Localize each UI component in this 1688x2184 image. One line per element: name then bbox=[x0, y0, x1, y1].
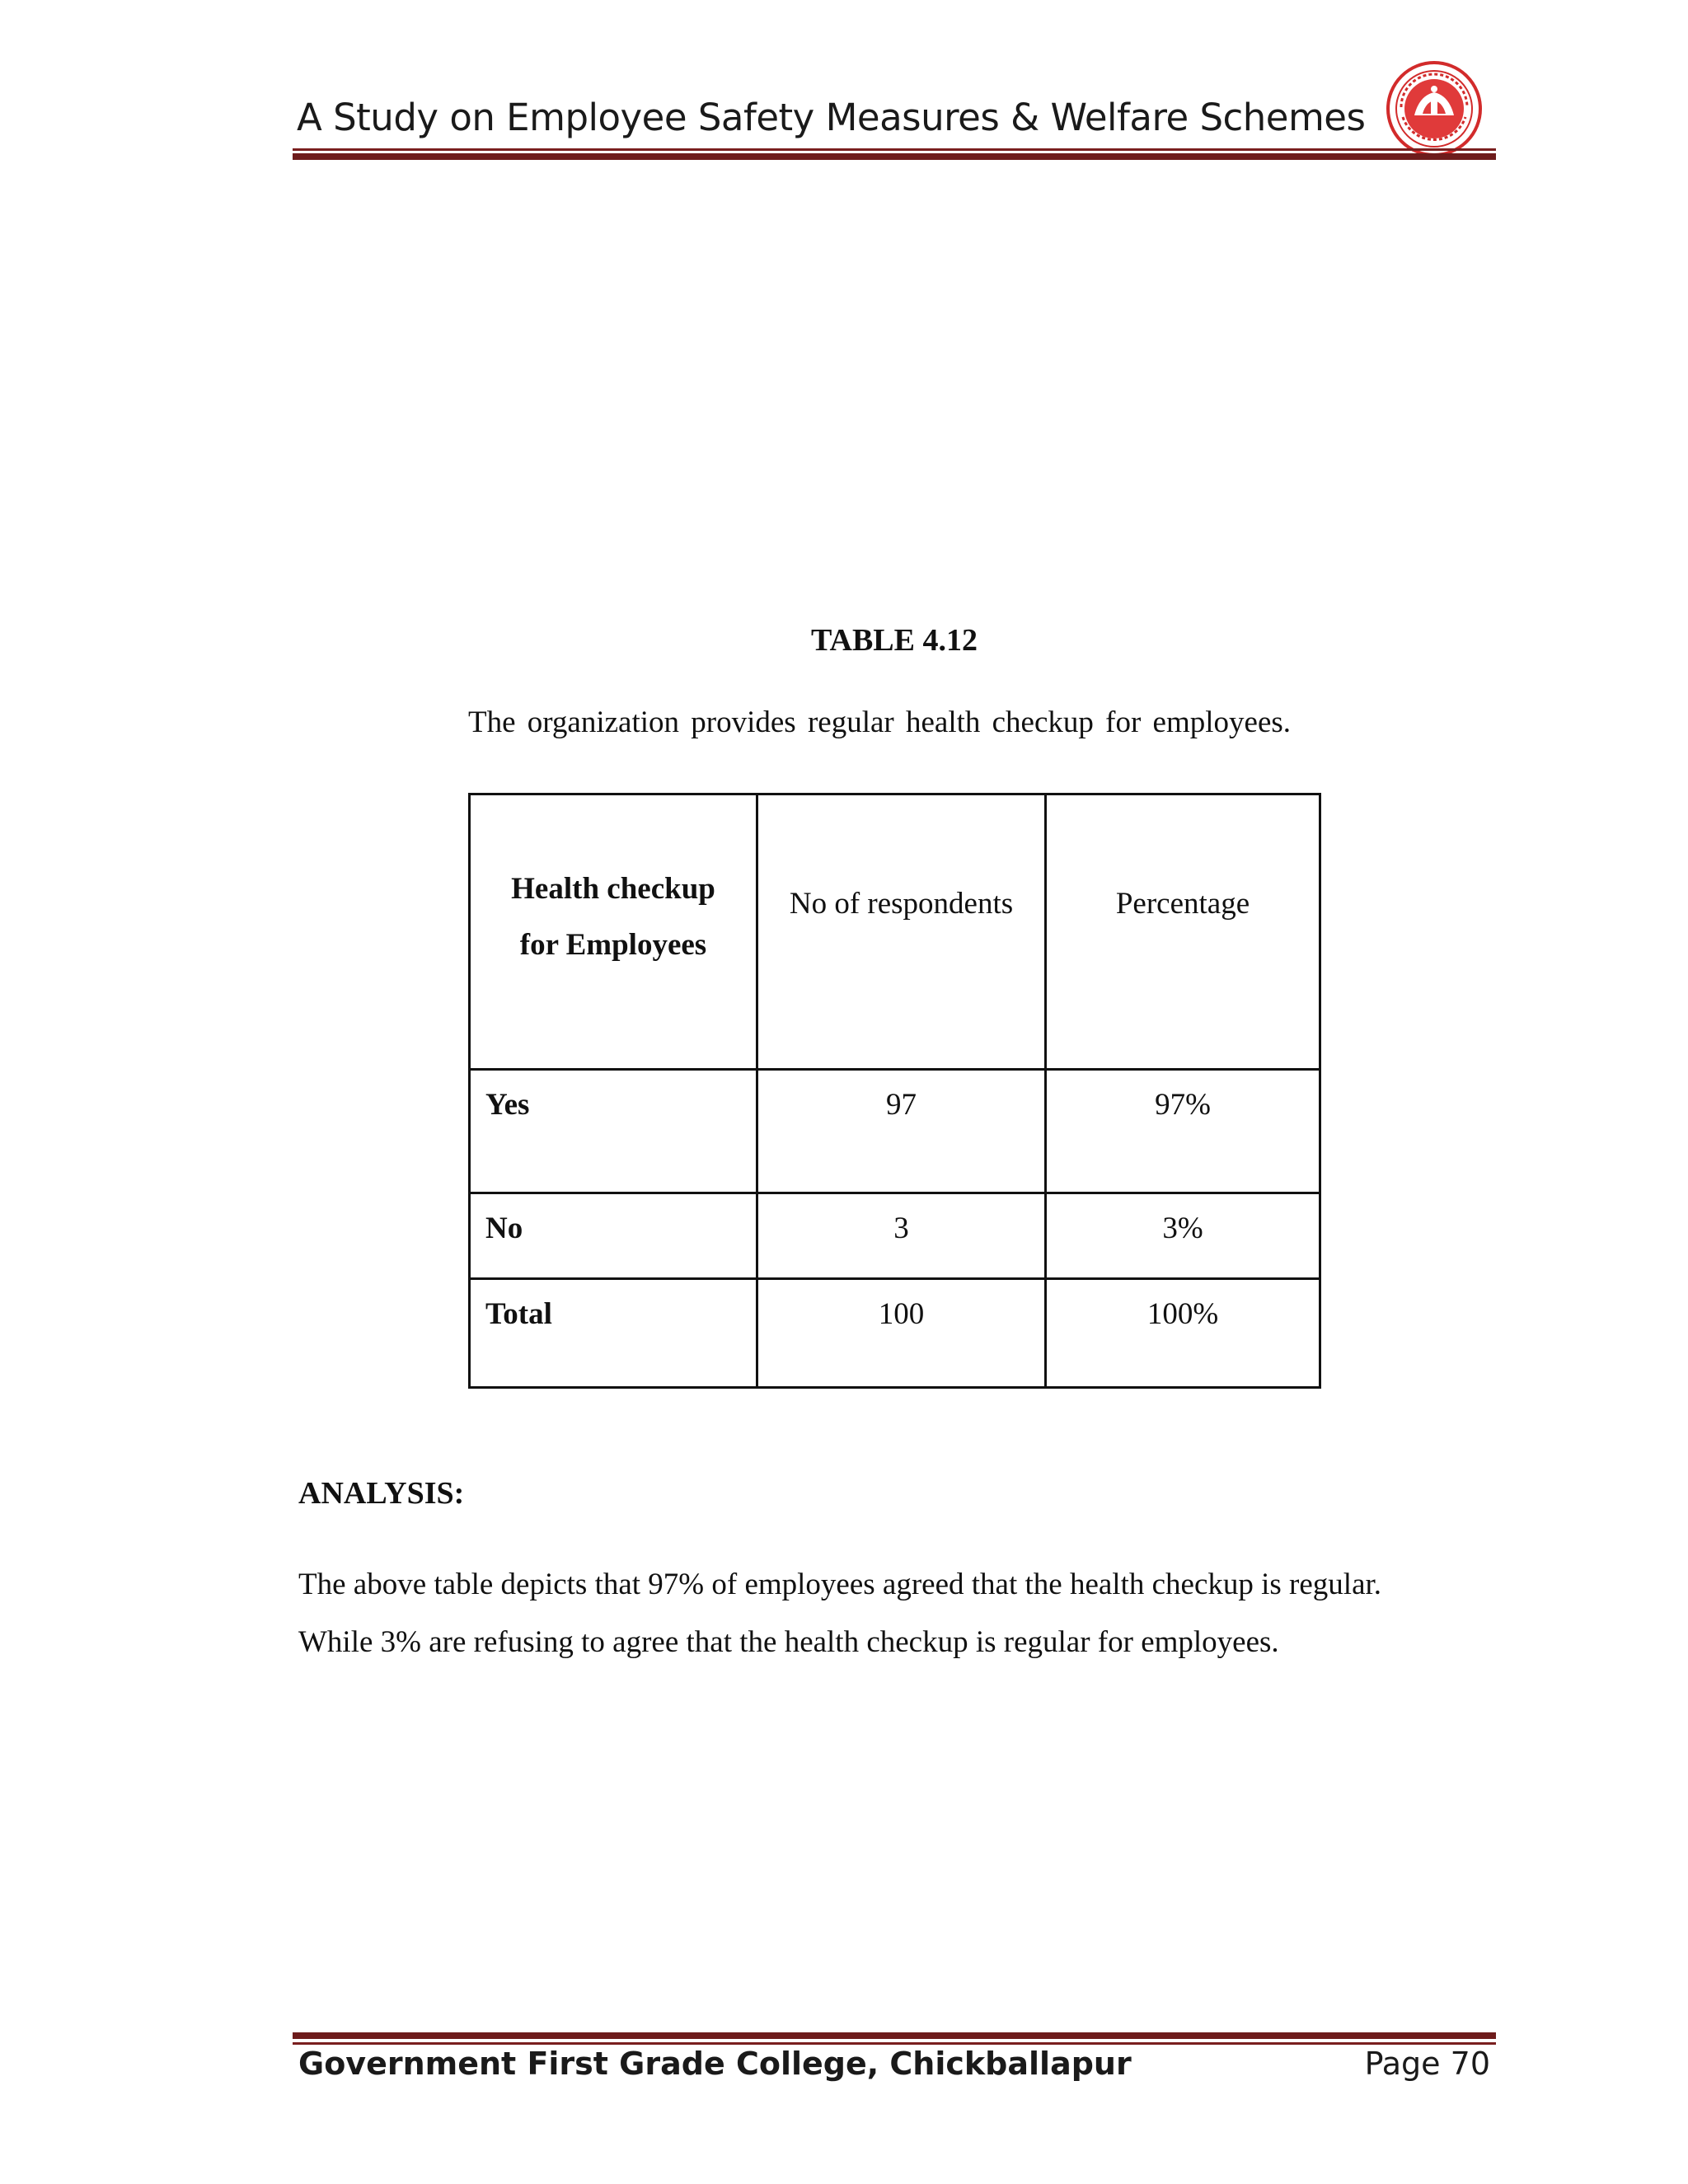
table-row bbox=[470, 1070, 1320, 1193]
table-header-row bbox=[470, 794, 1320, 1070]
column-header-respondents: No of respondents bbox=[757, 794, 1046, 1070]
respondents-cell: 100 bbox=[757, 1279, 1046, 1388]
document-header-title: A Study on Employee Safety Measures & Welfare Schemes bbox=[297, 96, 1366, 139]
respondents-cell: 97 bbox=[757, 1070, 1046, 1193]
column-header-line-2: for Employees bbox=[519, 928, 707, 962]
analysis-heading: ANALYSIS: bbox=[298, 1476, 465, 1511]
data-table bbox=[468, 793, 1319, 1389]
footer-rule-thick bbox=[293, 2032, 1496, 2039]
page-number: Page 70 bbox=[1364, 2046, 1490, 2082]
footer-rule-thin bbox=[293, 2042, 1496, 2045]
row-label: Yes bbox=[470, 1070, 757, 1193]
percentage-cell: 100% bbox=[1046, 1279, 1320, 1388]
row-label: No bbox=[470, 1193, 757, 1279]
table-row bbox=[470, 1193, 1320, 1279]
table-number: TABLE 4.12 bbox=[810, 623, 978, 658]
percentage-cell: 97% bbox=[1046, 1070, 1320, 1193]
table-caption: The organization provides regular health checkup for employees. bbox=[468, 705, 1292, 739]
percentage-cell: 3% bbox=[1046, 1193, 1320, 1279]
analysis-line: The above table depicts that 97% of employees agreed that the health checkup is regular. bbox=[298, 1568, 1382, 1601]
header-rule-thin bbox=[293, 148, 1496, 151]
column-header-health-checkup bbox=[470, 794, 757, 1070]
ksrtc-seal-icon bbox=[1385, 59, 1484, 158]
row-label: Total bbox=[470, 1279, 757, 1388]
column-header-line-1: Health checkup bbox=[511, 872, 715, 906]
analysis-paragraph bbox=[298, 1556, 1467, 1671]
footer-institution: Government First Grade College, Chickballapur bbox=[298, 2046, 1132, 2082]
analysis-line: While 3% are refusing to agree that the health checkup is regular for employees. bbox=[298, 1625, 1279, 1659]
column-header-percentage: Percentage bbox=[1046, 794, 1320, 1070]
table-row bbox=[470, 1279, 1320, 1388]
header-rule-thick bbox=[293, 153, 1496, 160]
respondents-cell: 3 bbox=[757, 1193, 1046, 1279]
